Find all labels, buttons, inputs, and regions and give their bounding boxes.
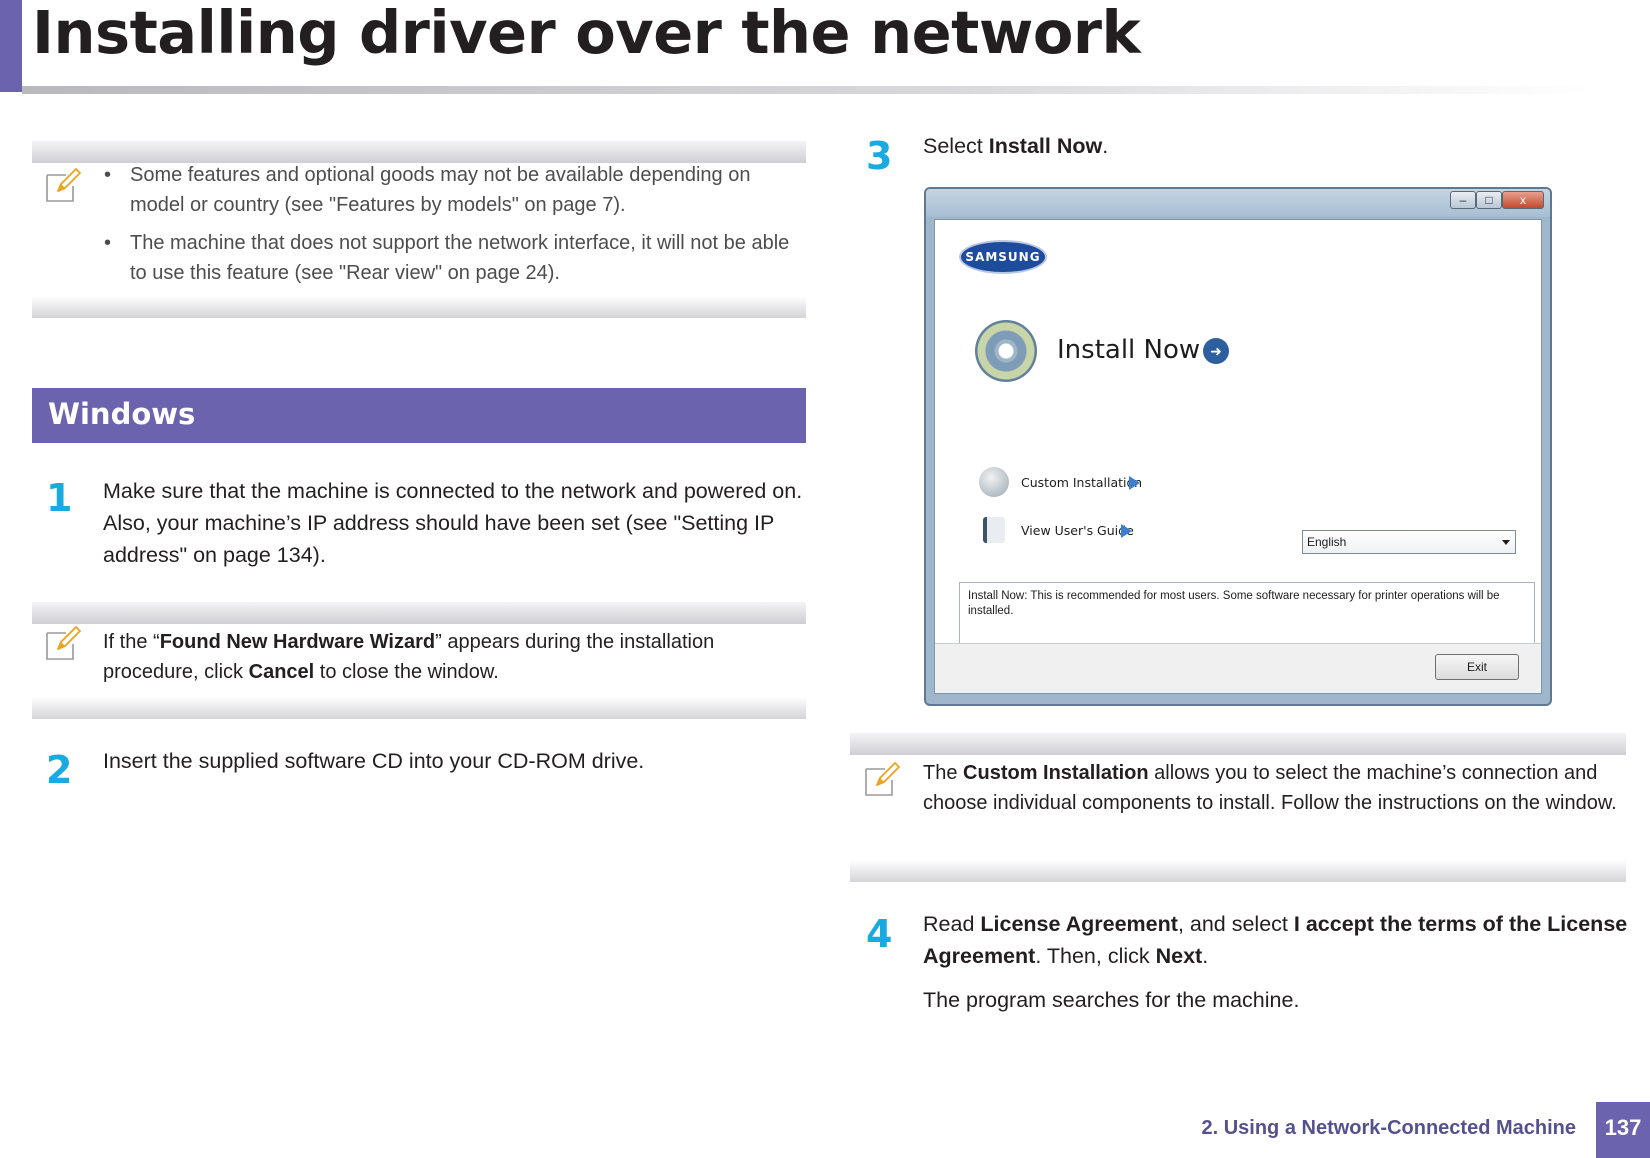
arrow-right-icon[interactable] [1121, 524, 1132, 538]
note-top-bar [850, 733, 1626, 755]
close-button[interactable]: x [1502, 191, 1544, 209]
maximize-button[interactable]: □ [1476, 191, 1502, 209]
step-number: 3 [866, 134, 893, 178]
note-bullet: • Some features and optional goods may not be available depending on model or country (see "Features by models" on page 7). [104, 160, 804, 220]
title-rule [22, 86, 1592, 94]
note-bold-term: Found New Hardware Wizard [159, 631, 436, 653]
step-text [923, 130, 1623, 162]
note-bottom-bar [850, 860, 1626, 882]
step-number: 4 [866, 912, 893, 956]
chevron-down-icon [1502, 540, 1510, 545]
step-text: Insert the supplied software CD into your CD-ROM drive. [103, 749, 645, 773]
step-number: 1 [46, 476, 73, 520]
language-select[interactable] [1302, 530, 1516, 554]
step-text-part: . [1202, 944, 1209, 968]
step-bold-term: Install Now [988, 134, 1103, 158]
note-text-part: If the “ [103, 631, 160, 653]
language-value: English [1307, 535, 1347, 549]
step-bold-term: License Agreement [980, 912, 1178, 936]
note-text-part: The [923, 762, 964, 784]
pencil-note-icon [44, 166, 82, 204]
step-bold-term: I accept the terms of the License Agreement [923, 912, 1628, 968]
cd-icon [975, 320, 1037, 382]
exit-button[interactable]: Exit [1435, 654, 1519, 680]
pencil-note-icon [44, 624, 82, 662]
arrow-right-icon[interactable]: ➜ [1203, 338, 1229, 364]
step-number: 2 [46, 748, 73, 792]
installer-content [934, 219, 1542, 694]
samsung-logo: SAMSUNG [959, 240, 1047, 274]
step-text-part: . Then, click [1035, 944, 1156, 968]
section-title: Windows [48, 397, 196, 431]
step-text-part: Select [923, 134, 989, 158]
note-bottom-bar [32, 296, 806, 318]
pencil-note-icon [863, 760, 901, 798]
section-heading [32, 388, 806, 443]
window-titlebar [926, 189, 1550, 217]
book-icon [983, 517, 1005, 543]
note-text-part: ” appears during the installation procedure, click [103, 631, 715, 683]
note-text-part: allows you to select the machine’s connection and choose individual components to install. Follow the instructions on the window. [923, 762, 1617, 814]
page-number: 137 [1596, 1102, 1650, 1158]
title-accent-bar [0, 0, 22, 92]
note-top-bar [32, 602, 806, 624]
note-text [103, 627, 803, 687]
custom-install-icon [979, 467, 1009, 497]
step-bold-term: Next [1155, 944, 1203, 968]
step-text-part: Read [923, 912, 981, 936]
minimize-button[interactable]: – [1450, 191, 1476, 209]
description-box: Install Now: This is recommended for most users. Some software necessary for printer operations will be installed. [959, 582, 1535, 658]
custom-installation-link[interactable]: Custom Installation [1021, 475, 1143, 490]
note-bold-term: Cancel [248, 661, 315, 683]
step-text [923, 908, 1628, 972]
note-text [923, 758, 1625, 818]
chapter-footer: 2. Using a Network-Connected Machine [1201, 1117, 1576, 1139]
step-text-part: . [1102, 134, 1109, 158]
note-bullet: • The machine that does not support the network interface, it will not be able to use this feature (see "Rear view" on page 24). [104, 228, 804, 288]
view-users-guide-link[interactable]: View User's Guide [1021, 523, 1134, 538]
note-text-part: to close the window. [314, 661, 499, 683]
step-text-part: , and select [1177, 912, 1294, 936]
note-bold-term: Custom Installation [963, 762, 1149, 784]
installer-screenshot [924, 187, 1552, 706]
step-followup-text: The program searches for the machine. [923, 988, 1300, 1012]
step-text: Make sure that the machine is connected to the network and powered on. Also, your machine’s IP address should have been set (see "Setting IP address" on page 134). [103, 479, 803, 567]
installer-footer [935, 643, 1541, 693]
page-title: Installing driver over the network [32, 0, 1141, 67]
install-now-link[interactable]: Install Now [1057, 335, 1201, 365]
note-bullets [104, 160, 804, 296]
arrow-right-icon[interactable] [1129, 476, 1140, 490]
note-bottom-bar [32, 697, 806, 719]
